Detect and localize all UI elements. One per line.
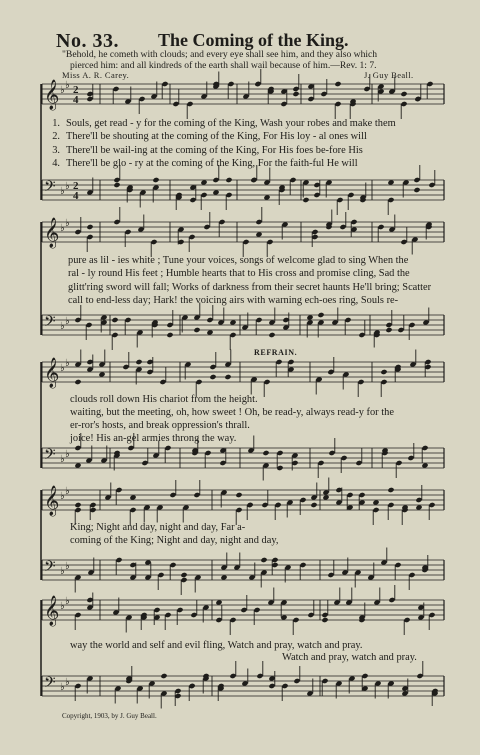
note-head (262, 450, 269, 456)
note-head (302, 197, 309, 203)
note-head (160, 673, 167, 679)
hymn-title: The Coming of the King. (158, 30, 349, 50)
verse-3-line-c: er-ror's hosts, and break oppression's thrall. (70, 420, 250, 431)
flat-sign: ♭ (60, 363, 65, 374)
note-head (292, 91, 299, 97)
bass-clef: 𝄢 (44, 313, 56, 334)
refrain-label: REFRAIN. (254, 348, 298, 357)
composer-credit: J. Guy Beall. (364, 70, 414, 80)
flat-sign: ♭ (65, 596, 70, 607)
treble-clef: 𝄞 (44, 486, 60, 516)
flat-sign: ♭ (60, 186, 65, 197)
note-head (317, 312, 324, 318)
note-head (225, 177, 232, 183)
copyright-notice: Copyright, 1903, by J. Guy Beall. (62, 712, 157, 720)
flat-sign: ♭ (65, 486, 70, 497)
flat-sign: ♭ (65, 358, 70, 369)
scripture-epigraph (62, 49, 462, 71)
lyricist-credit: Miss A. R. Carey. (62, 70, 130, 80)
flat-sign: ♭ (65, 677, 70, 688)
verse-2-line-b: ral - ly round His feet ; Humble hearts that to His cross and promise cling, Sad the (68, 268, 410, 279)
flat-sign: ♭ (60, 682, 65, 693)
note-head (111, 317, 118, 323)
note-head (413, 187, 420, 193)
note-head (74, 379, 81, 385)
treble-clef: 𝄞 (44, 358, 60, 388)
verse-1-line-b: pure as lil - ies white ; Tune your voices, songs of welcome glad to sing When the (68, 255, 409, 266)
flat-sign: ♭ (65, 80, 70, 91)
verse-4-line-c: joice! His an-gel armies throng the way. (70, 433, 237, 444)
verse-2-line-c: waiting, but the meeting, oh, how sweet ! Oh, be read-y, always read-y for the (70, 407, 394, 418)
note-head (74, 502, 81, 508)
note-head (400, 91, 407, 97)
verse-3-line-a: 3. There'll be wail-ing at the coming of the King, For His foes be-fore His (52, 145, 363, 156)
note-head (86, 224, 93, 230)
treble-clef: 𝄞 (44, 218, 60, 248)
note-head (135, 359, 142, 365)
time-signature: 4 (73, 94, 79, 106)
note-head (385, 327, 392, 333)
note-head (224, 374, 231, 380)
note-head (166, 332, 173, 338)
bass-clef: 𝄢 (44, 558, 56, 579)
verse-1-line-a: 1. Souls, get read - y for the coming of the King, Wash your robes and make them (52, 118, 396, 129)
note-head (180, 572, 187, 578)
flat-sign: ♭ (65, 561, 70, 572)
treble-clef: 𝄞 (44, 596, 60, 626)
flat-sign: ♭ (60, 566, 65, 577)
note-head (310, 502, 317, 508)
note-head (321, 617, 328, 623)
note-head (235, 492, 242, 498)
bass-clef: 𝄢 (44, 446, 56, 467)
note-head (260, 557, 267, 563)
flat-sign: ♭ (65, 218, 70, 229)
note-head (334, 81, 341, 87)
note-head (193, 327, 200, 333)
flat-sign: ♭ (65, 316, 70, 327)
flat-sign: ♭ (60, 454, 65, 465)
note-head (113, 182, 120, 188)
flat-sign: ♭ (65, 449, 70, 460)
note-head (380, 369, 387, 375)
bass-clef: 𝄢 (44, 674, 56, 695)
refrain-line-d: Watch and pray, watch and pray. (282, 652, 417, 663)
note-head (209, 374, 216, 380)
refrain-line-c: way the world and self and evil fling, Watch and pray, watch and pray. (70, 640, 363, 651)
verse-3-line-b: glitt'ring sword will fall; Works of darkness from their secret haunts He'll bring; Scatter (68, 282, 432, 293)
flat-sign: ♭ (65, 181, 70, 192)
verse-1-line-c: clouds roll down His chariot from the height. (70, 394, 258, 405)
time-signature: 4 (73, 190, 79, 202)
verse-4-line-a: 4. There'll be glo - ry at the coming of the King, For the faith-ful He will (52, 158, 358, 169)
flat-sign: ♭ (60, 601, 65, 612)
refrain-line-b: coming of the King; Night and day, night and day, (70, 535, 279, 546)
verse-2-line-a: 2. There'll be shouting at the coming of the King, For His loy - al ones will (52, 131, 367, 142)
note-head (268, 332, 275, 338)
refrain-line-a: King; Night and day, night and day, Far a- (70, 522, 246, 533)
hymn-number: No. 33. (56, 30, 119, 52)
time-signature: 2 (73, 180, 79, 192)
flat-sign: ♭ (60, 223, 65, 234)
bass-clef: 𝄢 (44, 178, 56, 199)
note-head (387, 487, 394, 493)
epigraph-line-2: pierced him: and all kindreds of the earth shall wail because of him.—Rev. 1: 7. (70, 60, 377, 71)
time-signature: 2 (73, 84, 79, 96)
treble-clef: 𝄞 (44, 80, 60, 110)
verse-4-line-b: call to end-less day; Hark! the voicing airs with warning ech-oes ring, Souls re- (68, 295, 399, 306)
flat-sign: ♭ (60, 321, 65, 332)
flat-sign: ♭ (60, 85, 65, 96)
epigraph-line-1: "Behold, he cometh with clouds; and every eye shall see him, and they also which (62, 49, 378, 60)
note-head (152, 177, 159, 183)
flat-sign: ♭ (60, 491, 65, 502)
